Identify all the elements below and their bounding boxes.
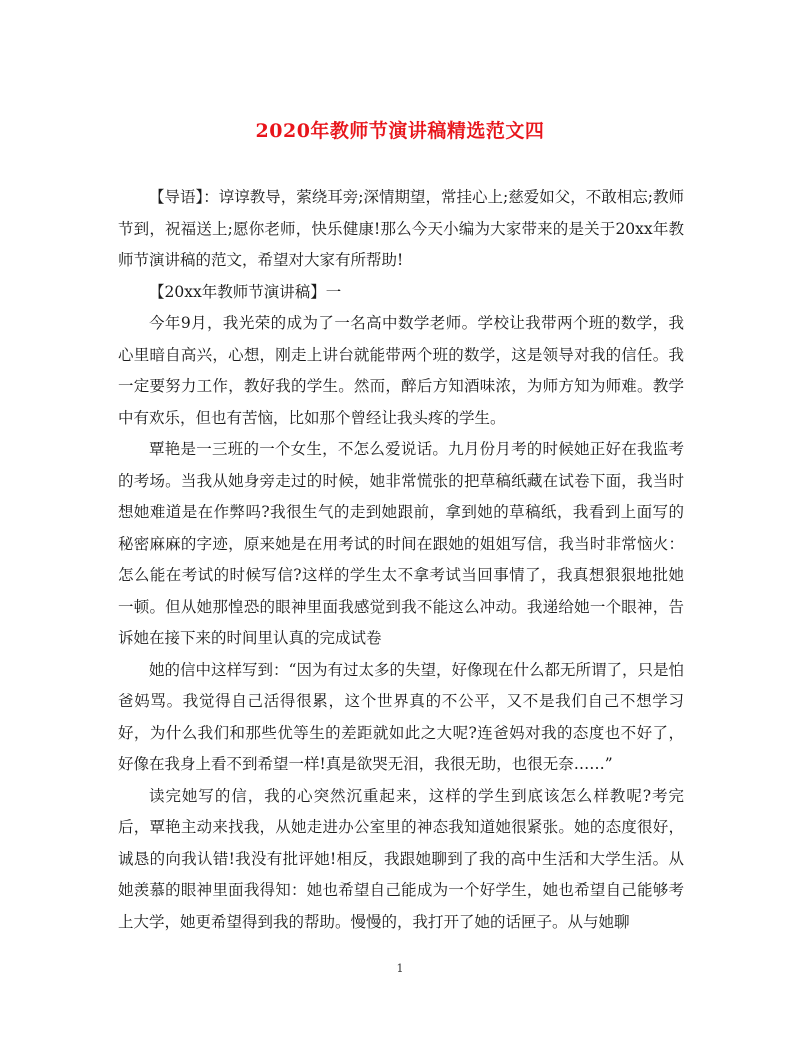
body-paragraph-4: 读完她写的信，我的心突然沉重起来，这样的学生到底该怎么样教呢?考完后，覃艳主动来找我，从她走进办公室里的神态我知道她很紧张。她的态度很好，诚恳的向我认错!我没有批评她!相反，我跟她聊到了我的高中生活和大学生活。从她羡慕的眼神里面我得知：她也希望自己能成为一个好学生，她也希望自己能够考上大学，她更希望得到我的帮助。慢慢的，我打开了她的话匣子。从与她聊 bbox=[118, 786, 684, 931]
page-number: 1 bbox=[396, 962, 404, 975]
document-body bbox=[118, 182, 684, 938]
intro-paragraph: 【导语】：谆谆教导，萦绕耳旁;深情期望，常挂心上;慈爱如父，不敢相忘;教师节到，祝福送上;愿你老师，快乐健康!那么今天小编为大家带来的是关于20xx年教师节演讲稿的范文，希望对大家有所帮助! bbox=[118, 188, 684, 269]
body-paragraph-3: 她的信中这样写到：“因为有过太多的失望，好像现在什么都无所谓了，只是怕爸妈骂。我觉得自己活得很累，这个世界真的不公平，又不是我们自己不想学习好，为什么我们和那些优等生的差距就如此之大呢?连爸妈对我的态度也不好了，好像在我身上看不到希望一样!真是欲哭无泪，我很无助，也很无奈……” bbox=[118, 660, 684, 773]
section-heading: 【20xx年教师节演讲稿】一 bbox=[149, 282, 342, 301]
body-paragraph-2: 覃艳是一三班的一个女生，不怎么爱说话。九月份月考的时候她正好在我监考的考场。当我从她身旁走过的时候，她非常慌张的把草稿纸藏在试卷下面，我当时想她难道是在作弊吗?我很生气的走到她跟前，拿到她的草稿纸，我看到上面写的秘密麻麻的字迹，原来她是在用考试的时间在跟她的姐姐写信，我当时非常恼火：怎么能在考试的时候写信?这样的学生太不拿考试当回事情了，我真想狠狠地批她一顿。但从她那惶恐的眼神里面我感觉到我不能这么冲动。我递给她一个眼神，告诉她在接下来的时间里认真的完成试卷 bbox=[118, 440, 684, 647]
document-title: 2020年教师节演讲稿精选范文四 bbox=[255, 120, 545, 142]
body-paragraph-1: 今年9月，我光荣的成为了一名高中数学老师。学校让我带两个班的数学，我心里暗自高兴，心想，刚走上讲台就能带两个班的数学，这是领导对我的信任。我一定要努力工作，教好我的学生。然而，醉后方知酒味浓，为师方知为师难。教学中有欢乐，但也有苦恼，比如那个曾经让我头疼的学生。 bbox=[118, 314, 684, 427]
